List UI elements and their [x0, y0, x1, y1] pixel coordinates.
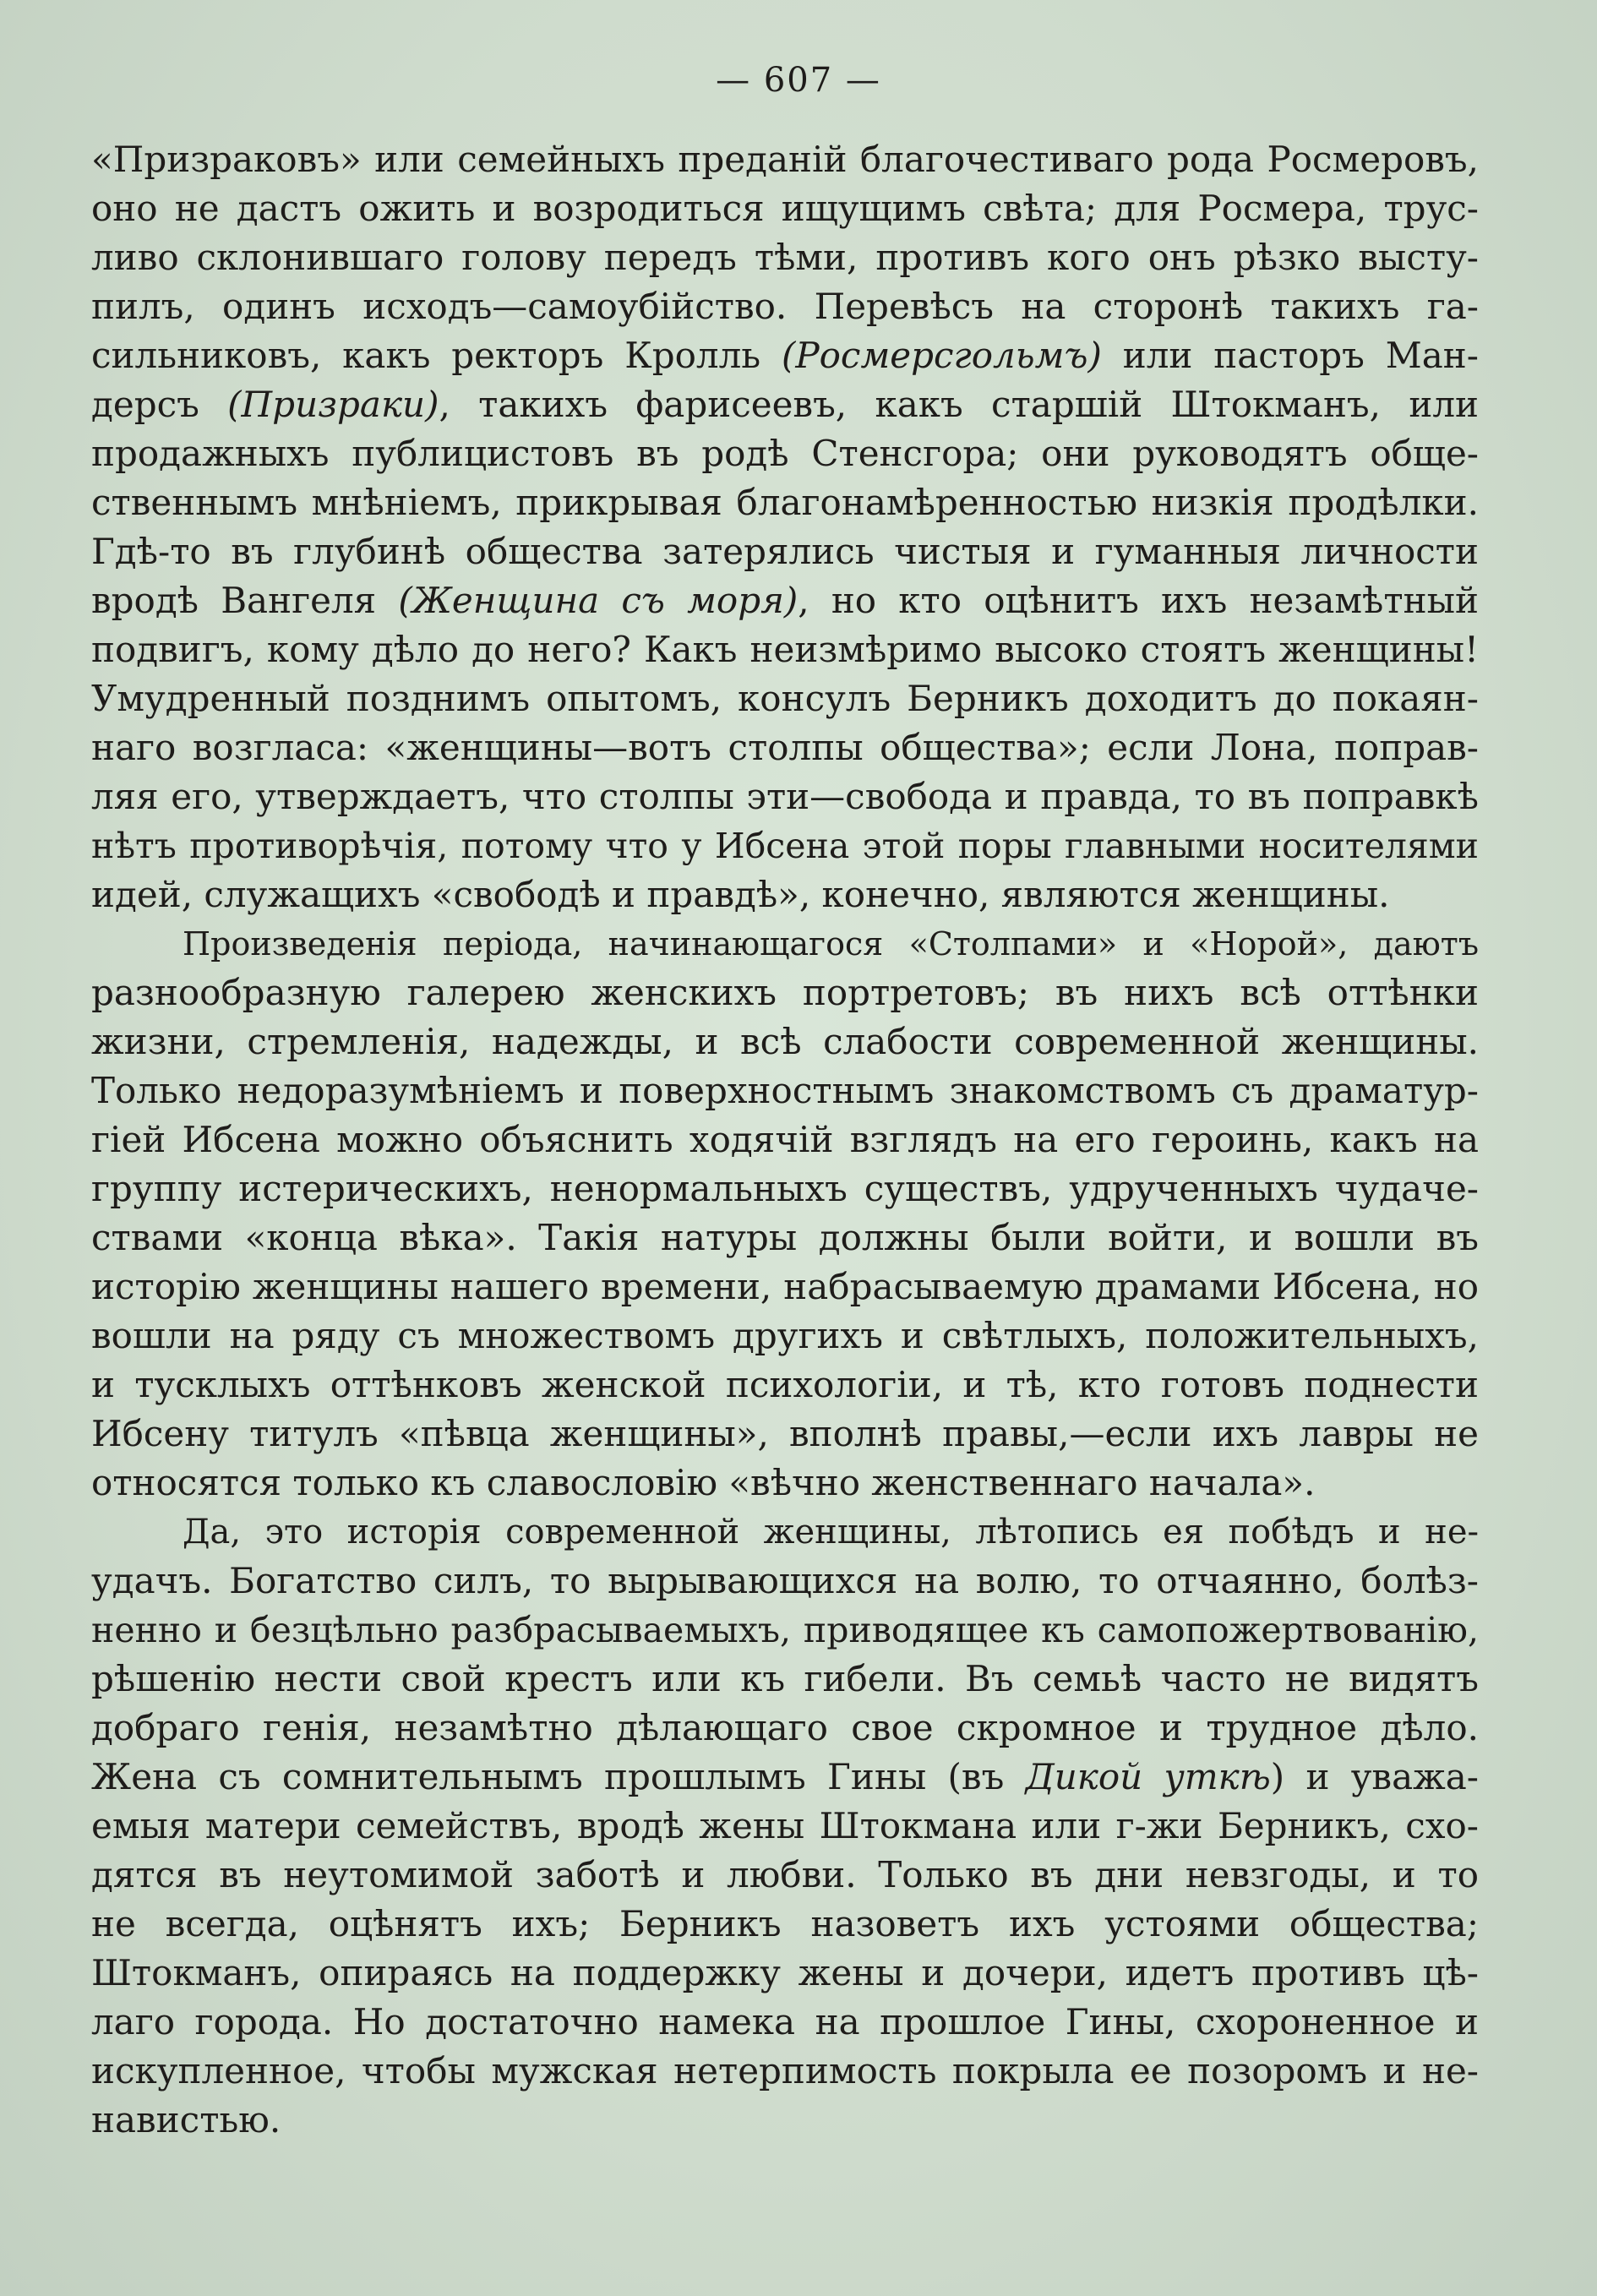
- text-line: наго возгласа: «женщины—вотъ столпы общества»; если Лона, поправ-: [91, 727, 1479, 768]
- italic-title: (Росмерсгольмъ): [781, 335, 1102, 376]
- text-line: жизни, стремленія, надежды, и всѣ слабости современной женщины.: [91, 1021, 1479, 1062]
- text-line: емыя матери семействъ, вродѣ жены Штокмана или г-жи Берникъ, схо-: [91, 1805, 1479, 1846]
- page-number: — 607 —: [716, 61, 881, 100]
- text-line: оно не дастъ ожить и возродиться ищущимъ свѣта; для Росмера, трус-: [91, 188, 1479, 229]
- text-line: сильниковъ, какъ ректоръ Кролль (Росмерсгольмъ) или пасторъ Ман-: [91, 335, 1479, 376]
- text-line: дерсъ (Призраки), такихъ фарисеевъ, какъ старшій Штокманъ, или: [91, 384, 1479, 425]
- text-line: разнообразную галерею женскихъ портретовъ; въ нихъ всѣ оттѣнки: [91, 972, 1479, 1013]
- text-line: вродѣ Вангеля (Женщина съ моря), но кто оцѣнитъ ихъ незамѣтный: [91, 580, 1480, 621]
- text-line: Произведенія періода, начинающагося «Столпами» и «Норой», даютъ: [183, 925, 1479, 963]
- text-line: лаго города. Но достаточно намека на прошлое Гины, схороненное и: [91, 2001, 1479, 2042]
- text-line: вошли на ряду съ множествомъ другихъ и свѣтлыхъ, положительныхъ,: [91, 1315, 1479, 1356]
- text-line: навистью.: [91, 2099, 281, 2141]
- text-line: Штокманъ, опираясь на поддержку жены и дочери, идетъ противъ цѣ-: [91, 1952, 1479, 1993]
- text-line: ляя его, утверждаетъ, что столпы эти—свобода и правда, то въ поправкѣ: [91, 776, 1479, 817]
- text-line: рѣшенію нести свой крестъ или къ гибели. Въ семьѣ часто не видятъ: [91, 1658, 1479, 1699]
- italic-title: (Женщина съ моря): [398, 580, 798, 621]
- text-line: ствами «конца вѣка». Такія натуры должны были войти, и вошли въ: [91, 1217, 1479, 1258]
- text-line: Жена съ сомнительнымъ прошлымъ Гины (въ Дикой уткѣ) и уважа-: [91, 1756, 1479, 1797]
- text-line: относятся только къ славословію «вѣчно женственнаго начала».: [91, 1462, 1316, 1503]
- text-line: ненно и безцѣльно разбрасываемыхъ, приводящее къ самопожертвованію,: [91, 1610, 1479, 1650]
- text-line: дятся въ неутомимой заботѣ и любви. Только въ дни невзгоды, и то: [91, 1854, 1479, 1895]
- italic-title: (Призраки): [227, 384, 439, 425]
- text-line: нѣтъ противорѣчія, потому что у Ибсена этой поры главными носителями: [91, 826, 1479, 866]
- italic-title: Дикой уткѣ: [1025, 1756, 1271, 1797]
- text-line: ственнымъ мнѣніемъ, прикрывая благонамѣренностью низкія продѣлки.: [91, 482, 1479, 523]
- body-text: [91, 135, 1479, 2145]
- text-line: Да, это исторія современной женщины, лѣтопись ея побѣдъ и не-: [183, 1513, 1479, 1552]
- text-line: подвигъ, кому дѣло до него? Какъ неизмѣримо высоко стоятъ женщины!: [91, 629, 1479, 670]
- text-line: искупленное, чтобы мужская нетерпимость покрыла ее позоромъ и не-: [91, 2050, 1479, 2091]
- text-line: пилъ, одинъ исходъ—самоубійство. Перевѣсъ на сторонѣ такихъ га-: [91, 286, 1479, 327]
- text-line: Только недоразумѣніемъ и поверхностнымъ знакомствомъ съ драматур-: [91, 1070, 1479, 1111]
- text-line: ливо склонившаго голову передъ тѣми, противъ кого онъ рѣзко высту-: [91, 237, 1479, 278]
- text-line: и тусклыхъ оттѣнковъ женской психологіи, и тѣ, кто готовъ поднести: [91, 1364, 1479, 1405]
- text-line: удачъ. Богатство силъ, то вырывающихся на волю, то отчаянно, болѣз-: [91, 1560, 1479, 1601]
- text-line: не всегда, оцѣнятъ ихъ; Берникъ назоветъ ихъ устоями общества;: [91, 1903, 1479, 1944]
- text-line: «Призраковъ» или семейныхъ преданій благочестиваго рода Росмеровъ,: [91, 139, 1479, 180]
- text-line: группу истерическихъ, ненормальныхъ существъ, удрученныхъ чудаче-: [91, 1168, 1479, 1209]
- text-line: гіей Ибсена можно объяснить ходячій взглядъ на его героинь, какъ на: [91, 1119, 1479, 1160]
- text-line: Умудренный позднимъ опытомъ, консулъ Берникъ доходитъ до покаян-: [91, 678, 1479, 719]
- text-line: продажныхъ публицистовъ въ родѣ Стенсгора; они руководятъ обще-: [91, 433, 1479, 474]
- text-line: исторію женщины нашего времени, набрасываемую драмами Ибсена, но: [91, 1266, 1479, 1307]
- text-line: Ибсену титулъ «пѣвца женщины», вполнѣ правы,—если ихъ лавры не: [91, 1413, 1479, 1454]
- text-line: Гдѣ-то въ глубинѣ общества затерялись чистыя и гуманныя личности: [91, 531, 1479, 572]
- text-line: идей, служащихъ «свободѣ и правдѣ», конечно, являются женщины.: [91, 874, 1390, 915]
- text-line: добраго генія, незамѣтно дѣлающаго свое скромное и трудное дѣло.: [91, 1707, 1479, 1748]
